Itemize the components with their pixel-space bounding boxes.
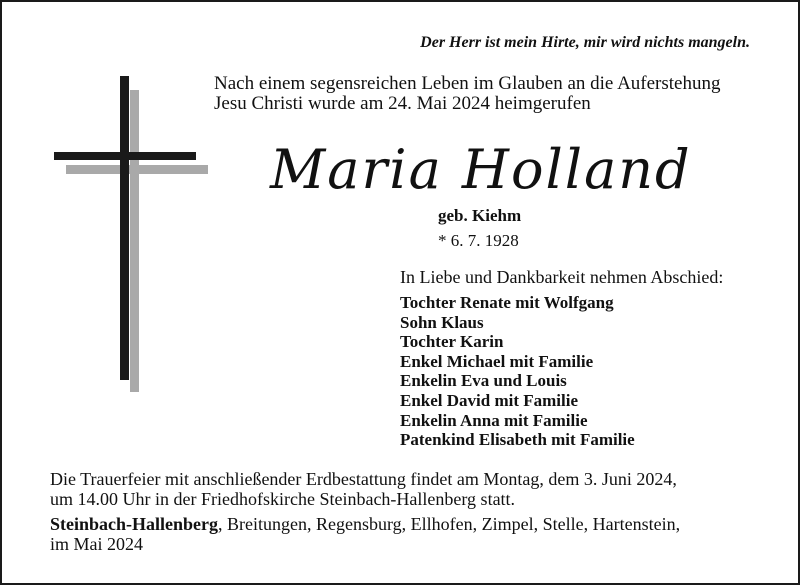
- closing-date: im Mai 2024: [50, 534, 143, 554]
- mourner-item: Enkel David mit Familie: [400, 390, 579, 410]
- funeral-line-2: um 14.00 Uhr in der Friedhofskirche Steinbach-Hallenberg statt.: [50, 489, 516, 509]
- maiden-name: geb. Kiehm: [438, 206, 522, 225]
- intro-line-1: Nach einem segensreichen Leben im Glauben an die Auferstehung: [214, 73, 721, 94]
- mourners-list: [400, 293, 635, 450]
- closing-places: [50, 514, 770, 554]
- other-places: , Breitungen, Regensburg, Ellhofen, Zimpel, Stelle, Hartenstein,: [218, 514, 681, 534]
- mourner-item: Patenkind Elisabeth mit Familie: [400, 430, 635, 450]
- cross-vertical-beam: [120, 76, 129, 380]
- cross-shadow-vertical: [130, 90, 139, 392]
- farewell-intro: In Liebe und Dankbarkeit nehmen Abschied:: [400, 267, 724, 287]
- intro-text: [214, 74, 774, 114]
- mourner-item: Enkelin Anna mit Familie: [400, 410, 588, 430]
- cross-horizontal-beam: [54, 152, 196, 160]
- mourner-item: Tochter Renate mit Wolfgang: [400, 293, 614, 312]
- places-line: [50, 514, 770, 534]
- cross-shadow-horizontal: [66, 165, 208, 174]
- mourner-item: Tochter Karin: [400, 332, 504, 352]
- mourner-item: Sohn Klaus: [400, 312, 484, 332]
- cross-icon: [52, 76, 212, 396]
- birth-date: * 6. 7. 1928: [438, 231, 519, 250]
- intro-line-2: Jesu Christi wurde am 24. Mai 2024 heimgerufen: [214, 93, 591, 114]
- deceased-name: Maria Holland: [270, 138, 692, 201]
- mourner-item: Enkelin Eva und Louis: [400, 371, 567, 391]
- bible-verse: Der Herr ist mein Hirte, mir wird nichts mangeln.: [420, 34, 750, 51]
- home-town: Steinbach-Hallenberg: [50, 514, 219, 534]
- funeral-line-1: Die Trauerfeier mit anschließender Erdbestattung findet am Montag, dem 3. Juni 2024,: [50, 469, 677, 489]
- funeral-details: [50, 469, 770, 509]
- mourner-item: Enkel Michael mit Familie: [400, 351, 594, 371]
